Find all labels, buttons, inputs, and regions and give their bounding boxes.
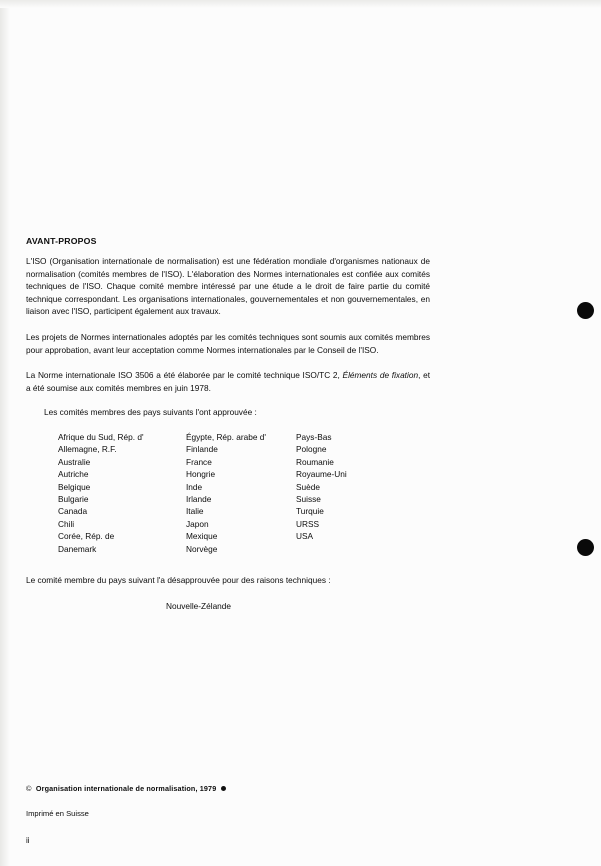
country-cell: Égypte, Rép. arabe d' xyxy=(186,431,266,442)
country-cell: Pays-Bas xyxy=(296,431,332,442)
country-cell: Italie xyxy=(186,506,204,517)
country-cell: Belgique xyxy=(58,481,91,492)
punch-hole-icon xyxy=(577,302,594,319)
country-cell: Suisse xyxy=(296,493,321,504)
country-table-body xyxy=(58,431,406,555)
table-row xyxy=(58,493,406,505)
country-cell: Roumanie xyxy=(296,456,334,467)
document-content xyxy=(26,236,430,611)
table-row xyxy=(58,518,406,530)
table-row xyxy=(58,468,406,480)
country-cell: Mexique xyxy=(186,531,218,542)
table-row xyxy=(58,443,406,455)
table-row xyxy=(58,431,406,443)
country-cell: Allemagne, R.F. xyxy=(58,444,117,455)
country-cell: Turquie xyxy=(296,506,324,517)
foreword-paragraph-2: Les projets de Normes internationales adoptés par les comités techniques sont soumis aux comités membres pour approbation, avant leur acceptation comme Normes internationales par le Conseil de l'ISO. xyxy=(26,331,430,355)
table-row xyxy=(58,543,406,555)
country-cell: Hongrie xyxy=(186,469,216,480)
disapproved-country: Nouvelle-Zélande xyxy=(166,600,232,611)
copyright-text: Organisation internationale de normalisation, 1979 xyxy=(35,784,217,793)
scan-edge-left xyxy=(0,0,10,866)
country-cell xyxy=(296,543,406,555)
punch-hole-icon xyxy=(577,539,594,556)
printed-in-line: Imprimé en Suisse xyxy=(26,809,89,818)
country-cell: Pologne xyxy=(296,444,327,455)
page-title: AVANT-PROPOS xyxy=(26,236,97,246)
country-cell: France xyxy=(186,456,212,467)
country-cell: Bulgarie xyxy=(58,493,89,504)
country-cell: Corée, Rép. de xyxy=(58,531,115,542)
page-footer xyxy=(26,784,446,818)
table-row xyxy=(58,456,406,468)
country-cell: Irlande xyxy=(186,493,212,504)
country-cell: Australie xyxy=(58,456,91,467)
country-cell: Danemark xyxy=(58,543,97,554)
country-cell: Finlande xyxy=(186,444,218,455)
table-row xyxy=(58,505,406,517)
country-cell: USA xyxy=(296,531,314,542)
standard-paragraph-after: , et a été soumise aux comités membres en juin 1978. xyxy=(26,370,430,393)
approving-countries-table xyxy=(58,431,406,555)
country-cell: Afrique du Sud, Rép. d' xyxy=(58,431,144,442)
country-cell: Canada xyxy=(58,506,88,517)
standard-paragraph xyxy=(26,369,430,394)
standard-paragraph-before: La Norme internationale ISO 3506 a été élaborée par le comité technique ISO/TC 2, xyxy=(26,370,343,381)
copyright-icon: © xyxy=(26,784,32,793)
country-cell: Royaume-Uni xyxy=(296,469,347,480)
disapproval-intro: Le comité membre du pays suivant l'a désapprouvée pour des raisons techniques : xyxy=(26,575,331,585)
country-cell: Autriche xyxy=(58,469,89,480)
scan-edge-top xyxy=(0,0,601,8)
foreword-paragraph-1: L'ISO (Organisation internationale de normalisation) est une fédération mondiale d'organismes nationaux de normalisation (comités membres de l'ISO). L'élaboration des Normes internationales est confiée aux comités techniques de l'ISO. Chaque comité membre intéressé par une étude a le droit de faire partie du comité technique correspondant. Les organisations internationales, gouvernementales et non gouvernementales, en liaison avec l'ISO, participent également aux travaux. xyxy=(26,256,430,317)
bullet-icon xyxy=(221,786,226,791)
copyright-line xyxy=(26,784,446,793)
page-number: ii xyxy=(26,836,30,845)
country-cell: Inde xyxy=(186,481,203,492)
country-cell: Japon xyxy=(186,518,209,529)
approval-intro: Les comités membres des pays suivants l'ont approuvée : xyxy=(44,407,257,418)
table-row xyxy=(58,530,406,542)
standard-title-italic: Éléments de fixation xyxy=(342,370,419,381)
country-cell: Suède xyxy=(296,481,320,492)
country-cell: URSS xyxy=(296,518,320,529)
country-cell: Chili xyxy=(58,518,75,529)
country-cell: Norvège xyxy=(186,543,218,554)
table-row xyxy=(58,481,406,493)
